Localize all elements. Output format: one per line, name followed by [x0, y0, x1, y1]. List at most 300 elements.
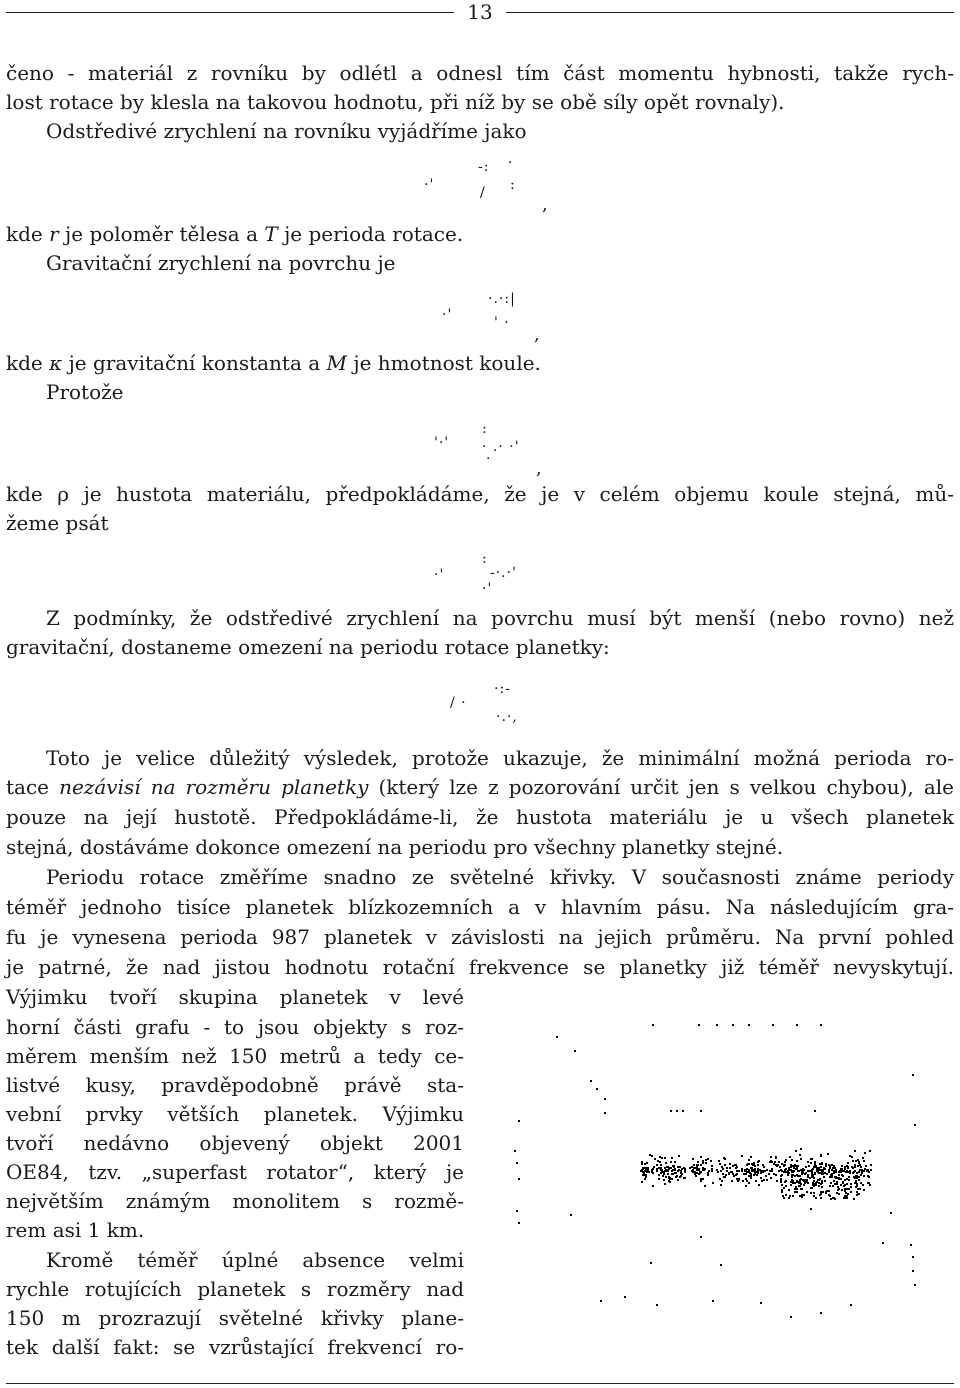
plot-point — [842, 1181, 844, 1183]
plot-point — [834, 1167, 836, 1169]
plot-point — [847, 1162, 849, 1164]
plot-point — [672, 1169, 674, 1171]
plot-point — [829, 1185, 831, 1187]
plot-point — [758, 1160, 760, 1162]
plot-point — [777, 1164, 779, 1166]
plot-point — [675, 1176, 677, 1178]
plot-point — [848, 1179, 850, 1181]
plot-point — [756, 1174, 758, 1176]
plot-point — [770, 1156, 772, 1158]
plot-point — [653, 1166, 655, 1168]
plot-point — [778, 1161, 780, 1163]
plot-point — [853, 1198, 855, 1200]
text-line: rem asi 1 km. — [6, 1218, 145, 1242]
plot-point — [662, 1175, 664, 1177]
plot-point — [651, 1169, 653, 1171]
plot-point — [658, 1167, 660, 1169]
plot-point — [844, 1189, 846, 1191]
plot-point — [825, 1163, 827, 1165]
variable-kappa: κ — [49, 351, 63, 375]
plot-point — [890, 1212, 892, 1214]
plot-point — [781, 1184, 783, 1186]
plot-point — [648, 1171, 650, 1173]
text-line: listvé kusy, pravděpodobně právě sta- — [6, 1073, 464, 1097]
plot-point — [604, 1112, 606, 1114]
plot-point — [799, 1179, 801, 1181]
plot-point — [785, 1171, 787, 1173]
plot-point — [770, 1160, 772, 1162]
plot-point — [848, 1188, 850, 1190]
plot-point — [765, 1175, 767, 1177]
plot-point — [854, 1150, 856, 1152]
plot-point — [772, 1024, 774, 1026]
plot-point — [702, 1178, 704, 1180]
plot-point — [741, 1170, 743, 1172]
plot-point — [791, 1176, 793, 1178]
plot-point — [825, 1165, 827, 1167]
plot-point — [702, 1162, 704, 1164]
plot-point — [812, 1168, 814, 1170]
plot-point — [914, 1284, 916, 1286]
plot-point — [698, 1173, 700, 1175]
text-line: Výjimku tvoří skupina planetek v levé — [6, 985, 464, 1009]
plot-point — [806, 1191, 808, 1193]
plot-point — [697, 1164, 699, 1166]
plot-point — [663, 1179, 665, 1181]
plot-point — [796, 1168, 798, 1170]
plot-point — [778, 1170, 780, 1172]
plot-point — [828, 1190, 830, 1192]
plot-point — [669, 1181, 671, 1183]
plot-point — [814, 1110, 816, 1112]
plot-point — [646, 1162, 648, 1164]
plot-point — [700, 1110, 702, 1112]
plot-point — [858, 1179, 860, 1181]
plot-point — [684, 1170, 686, 1172]
plot-point — [798, 1182, 800, 1184]
plot-point — [856, 1191, 858, 1193]
plot-point — [789, 1195, 791, 1197]
plot-point — [788, 1197, 790, 1199]
plot-point — [801, 1196, 803, 1198]
plot-point — [654, 1158, 656, 1160]
plot-point — [754, 1172, 756, 1174]
plot-point — [652, 1172, 654, 1174]
plot-point — [642, 1171, 644, 1173]
plot-point — [864, 1152, 866, 1154]
plot-point — [658, 1174, 660, 1176]
plot-point — [711, 1165, 713, 1167]
plot-point — [700, 1156, 702, 1158]
plot-point — [514, 1150, 516, 1152]
plot-point — [791, 1159, 793, 1161]
plot-point — [850, 1186, 852, 1188]
plot-point — [574, 1050, 576, 1052]
plot-point — [678, 1169, 680, 1171]
plot-point — [912, 1270, 914, 1272]
plot-point — [722, 1173, 724, 1175]
plot-point — [807, 1161, 809, 1163]
plot-point — [810, 1162, 812, 1164]
text-line: lost rotace by klesla na takovou hodnotu, při níž by se obě síly opět rovnaly). — [6, 90, 785, 114]
plot-point — [849, 1155, 851, 1157]
plot-point — [729, 1163, 731, 1165]
plot-point — [684, 1177, 686, 1179]
plot-point — [820, 1024, 822, 1026]
plot-point — [750, 1156, 752, 1158]
plot-point — [780, 1179, 782, 1181]
plot-point — [803, 1169, 805, 1171]
text-line: stejná, dostáváme dokonce omezení na periodu pro všechny planetky stejné. — [6, 835, 784, 859]
text-line: Toto je velice důležitý výsledek, protože ukazuje, že minimální možná perioda ro- — [46, 746, 954, 770]
plot-point — [692, 1169, 694, 1171]
plot-point — [732, 1165, 734, 1167]
plot-point — [764, 1170, 766, 1172]
plot-point — [815, 1184, 817, 1186]
plot-point — [711, 1170, 713, 1172]
text-line: kde ρ je hustota materiálu, předpokládáme, že je v celém objemu koule stejná, mů- — [6, 482, 954, 506]
plot-point — [712, 1300, 714, 1302]
plot-point — [832, 1185, 834, 1187]
plot-point — [857, 1159, 859, 1161]
plot-point — [758, 1184, 760, 1186]
plot-point — [829, 1166, 831, 1168]
plot-point — [780, 1181, 782, 1183]
plot-point — [805, 1166, 807, 1168]
plot-point — [651, 1155, 653, 1157]
plot-point — [801, 1194, 803, 1196]
plot-point — [731, 1180, 733, 1182]
plot-point — [712, 1182, 714, 1184]
plot-point — [705, 1162, 707, 1164]
plot-point — [848, 1171, 850, 1173]
plot-point — [830, 1182, 832, 1184]
plot-point — [736, 1173, 738, 1175]
plot-point — [856, 1185, 858, 1187]
plot-point — [720, 1170, 722, 1172]
plot-point — [659, 1161, 661, 1163]
plot-point — [660, 1164, 662, 1166]
plot-point — [680, 1175, 682, 1177]
plot-point — [842, 1170, 844, 1172]
plot-point — [841, 1189, 843, 1191]
plot-point — [833, 1197, 835, 1199]
plot-point — [800, 1188, 802, 1190]
plot-point — [868, 1182, 870, 1184]
plot-point — [812, 1184, 814, 1186]
plot-point — [860, 1174, 862, 1176]
plot-point — [844, 1166, 846, 1168]
plot-point — [827, 1153, 829, 1155]
plot-point — [869, 1184, 871, 1186]
plot-point — [771, 1170, 773, 1172]
plot-point — [645, 1176, 647, 1178]
plot-point — [840, 1170, 842, 1172]
plot-point — [845, 1171, 847, 1173]
text-line: rychle rotujících planetek s rozměry nad — [6, 1277, 464, 1301]
plot-point — [781, 1191, 783, 1193]
plot-point — [862, 1157, 864, 1159]
plot-point — [750, 1173, 752, 1175]
plot-point — [860, 1182, 862, 1184]
plot-point — [785, 1194, 787, 1196]
plot-point — [667, 1173, 669, 1175]
plot-point — [790, 1316, 792, 1318]
plot-point — [846, 1197, 848, 1199]
plot-point — [783, 1197, 785, 1199]
plot-point — [840, 1184, 842, 1186]
plot-point — [746, 1180, 748, 1182]
plot-point — [846, 1183, 848, 1185]
plot-point — [800, 1158, 802, 1160]
plot-point — [720, 1264, 722, 1266]
plot-point — [838, 1188, 840, 1190]
plot-point — [693, 1164, 695, 1166]
plot-point — [677, 1166, 679, 1168]
plot-point — [783, 1187, 785, 1189]
plot-point — [707, 1172, 709, 1174]
plot-point — [516, 1162, 518, 1164]
plot-point — [652, 1024, 654, 1026]
plot-point — [518, 1120, 520, 1122]
plot-point — [794, 1164, 796, 1166]
plot-point — [753, 1162, 755, 1164]
plot-point — [784, 1161, 786, 1163]
plot-point — [912, 1256, 914, 1258]
text-line: tvoří nedávno objevený objekt 2001 — [6, 1131, 464, 1155]
plot-point — [833, 1172, 835, 1174]
text-line: měrem menším než 150 metrů a tedy ce- — [6, 1044, 464, 1068]
plot-point — [737, 1180, 739, 1182]
plot-point — [820, 1154, 822, 1156]
plot-point — [721, 1180, 723, 1182]
plot-point — [757, 1164, 759, 1166]
plot-point — [811, 1176, 813, 1178]
plot-point — [748, 1182, 750, 1184]
plot-point — [784, 1169, 786, 1171]
plot-point — [661, 1157, 663, 1159]
plot-point — [838, 1193, 840, 1195]
plot-point — [665, 1176, 667, 1178]
plot-point — [775, 1157, 777, 1159]
plot-point — [675, 1172, 677, 1174]
plot-point — [698, 1024, 700, 1026]
plot-point — [801, 1170, 803, 1172]
plot-point — [718, 1160, 720, 1162]
plot-point — [910, 1244, 912, 1246]
plot-point — [656, 1164, 658, 1166]
plot-point — [671, 1173, 673, 1175]
plot-point — [816, 1170, 818, 1172]
plot-point — [820, 1166, 822, 1168]
plot-point — [671, 1157, 673, 1159]
plot-point — [666, 1166, 668, 1168]
plot-point — [793, 1167, 795, 1169]
plot-point — [641, 1181, 643, 1183]
plot-point — [795, 1150, 797, 1152]
plot-point — [656, 1304, 658, 1306]
plot-point — [751, 1170, 753, 1172]
plot-point — [858, 1193, 860, 1195]
plot-point — [858, 1176, 860, 1178]
plot-point — [670, 1161, 672, 1163]
plot-point — [779, 1166, 781, 1168]
plot-point — [747, 1163, 749, 1165]
plot-point — [841, 1174, 843, 1176]
plot-point — [729, 1167, 731, 1169]
plot-point — [694, 1167, 696, 1169]
plot-point — [710, 1160, 712, 1162]
plot-point — [823, 1176, 825, 1178]
plot-point — [829, 1176, 831, 1178]
plot-point — [863, 1160, 865, 1162]
plot-point — [856, 1172, 858, 1174]
text-line: gravitační, dostaneme omezení na periodu rotace planetky: — [6, 635, 610, 659]
plot-point — [860, 1166, 862, 1168]
plot-point — [848, 1176, 850, 1178]
plot-point — [692, 1158, 694, 1160]
plot-point — [669, 1178, 671, 1180]
plot-point — [682, 1110, 684, 1112]
plot-point — [844, 1197, 846, 1199]
plot-point — [912, 1074, 914, 1076]
plot-point — [770, 1177, 772, 1179]
plot-point — [670, 1110, 672, 1112]
plot-point — [696, 1172, 698, 1174]
plot-point — [815, 1182, 817, 1184]
plot-point — [775, 1174, 777, 1176]
plot-point — [708, 1170, 710, 1172]
plot-point — [766, 1169, 768, 1171]
plot-point — [766, 1179, 768, 1181]
plot-point — [826, 1173, 828, 1175]
plot-point — [854, 1182, 856, 1184]
plot-point — [847, 1193, 849, 1195]
plot-point — [791, 1171, 793, 1173]
plot-point — [863, 1189, 865, 1191]
plot-point — [813, 1195, 815, 1197]
plot-point — [518, 1178, 520, 1180]
text-line: 150 m prozrazují světelné křivky plane- — [6, 1306, 464, 1330]
text-line: Periodu rotace změříme snadno ze světelné křivky. V současnosti známe periody — [46, 865, 954, 889]
plot-point — [820, 1183, 822, 1185]
plot-point — [781, 1170, 783, 1172]
plot-point — [787, 1174, 789, 1176]
plot-point — [784, 1181, 786, 1183]
plot-point — [828, 1194, 830, 1196]
plot-point — [846, 1178, 848, 1180]
plot-point — [803, 1194, 805, 1196]
text-line: tace nezávisí na rozměru planetky (který lze z pozorování určit jen s velkou chybou), ale — [6, 775, 954, 799]
plot-point — [788, 1189, 790, 1191]
plot-point — [695, 1175, 697, 1177]
plot-point — [814, 1172, 816, 1174]
plot-point — [820, 1312, 822, 1314]
plot-point — [859, 1188, 861, 1190]
plot-point — [590, 1080, 592, 1082]
plot-point — [760, 1177, 762, 1179]
plot-point — [570, 1214, 572, 1216]
plot-point — [804, 1179, 806, 1181]
text-line: vební prvky větších planetek. Výjimku — [6, 1102, 464, 1126]
plot-point — [763, 1179, 765, 1181]
plot-point — [677, 1179, 679, 1181]
plot-point — [844, 1168, 846, 1170]
plot-point — [824, 1172, 826, 1174]
plot-point — [825, 1191, 827, 1193]
plot-point — [838, 1177, 840, 1179]
text-line: Odstředivé zrychlení na rovníku vyjádříme jako — [46, 119, 527, 143]
plot-point — [656, 1170, 658, 1172]
text-line: Gravitační zrychlení na povrchu je — [46, 251, 396, 275]
plot-point — [858, 1171, 860, 1173]
plot-point — [724, 1158, 726, 1160]
plot-point — [753, 1164, 755, 1166]
plot-point — [641, 1161, 643, 1163]
plot-point — [818, 1182, 820, 1184]
plot-point — [796, 1188, 798, 1190]
plot-point — [859, 1169, 861, 1171]
plot-point — [914, 1124, 916, 1126]
text-line: žeme psát — [6, 511, 109, 535]
plot-point — [745, 1185, 747, 1187]
text-line-definitions: kde κ je gravitační konstanta a M je hmotnost koule. — [6, 351, 541, 375]
plot-point — [792, 1195, 794, 1197]
text-line: čeno - materiál z rovníku by odlétl a odnesl tím část momentu hybnosti, takže rych- — [6, 61, 954, 85]
plot-point — [833, 1180, 835, 1182]
text-line: tek další fakt: se vzrůstající frekvencí ro- — [6, 1335, 464, 1359]
plot-point — [721, 1166, 723, 1168]
plot-point — [663, 1173, 665, 1175]
plot-point — [863, 1170, 865, 1172]
plot-point — [757, 1172, 759, 1174]
plot-point — [660, 1172, 662, 1174]
plot-point — [596, 1088, 598, 1090]
plot-point — [833, 1170, 835, 1172]
plot-point — [698, 1169, 700, 1171]
text-line: téměř jednoho tisíce planetek blízkozemních a v hlavním pásu. Na následujícím gra- — [6, 895, 954, 919]
plot-point — [815, 1197, 817, 1199]
plot-point — [807, 1182, 809, 1184]
plot-point — [762, 1170, 764, 1172]
plot-point — [742, 1180, 744, 1182]
plot-point — [821, 1180, 823, 1182]
plot-point — [867, 1175, 869, 1177]
plot-point — [733, 1175, 735, 1177]
text-line: je patrné, že nad jistou hodnotu rotační frekvence se planetky již téměř nevyskytují. — [6, 955, 954, 979]
plot-point — [818, 1179, 820, 1181]
plot-point — [804, 1173, 806, 1175]
plot-point — [822, 1191, 824, 1193]
plot-point — [850, 1304, 852, 1306]
plot-point — [820, 1197, 822, 1199]
footer-rule — [6, 1383, 954, 1384]
plot-point — [782, 1195, 784, 1197]
plot-point — [644, 1178, 646, 1180]
plot-point — [803, 1184, 805, 1186]
plot-point — [819, 1163, 821, 1165]
text-line: Kromě téměř úplné absence velmi — [46, 1248, 464, 1272]
plot-point — [674, 1168, 676, 1170]
plot-point — [768, 1173, 770, 1175]
plot-point — [722, 1168, 724, 1170]
plot-point — [799, 1185, 801, 1187]
plot-point — [763, 1166, 765, 1168]
plot-point — [691, 1166, 693, 1168]
plot-point — [785, 1159, 787, 1161]
plot-point — [796, 1024, 798, 1026]
plot-point — [732, 1024, 734, 1026]
